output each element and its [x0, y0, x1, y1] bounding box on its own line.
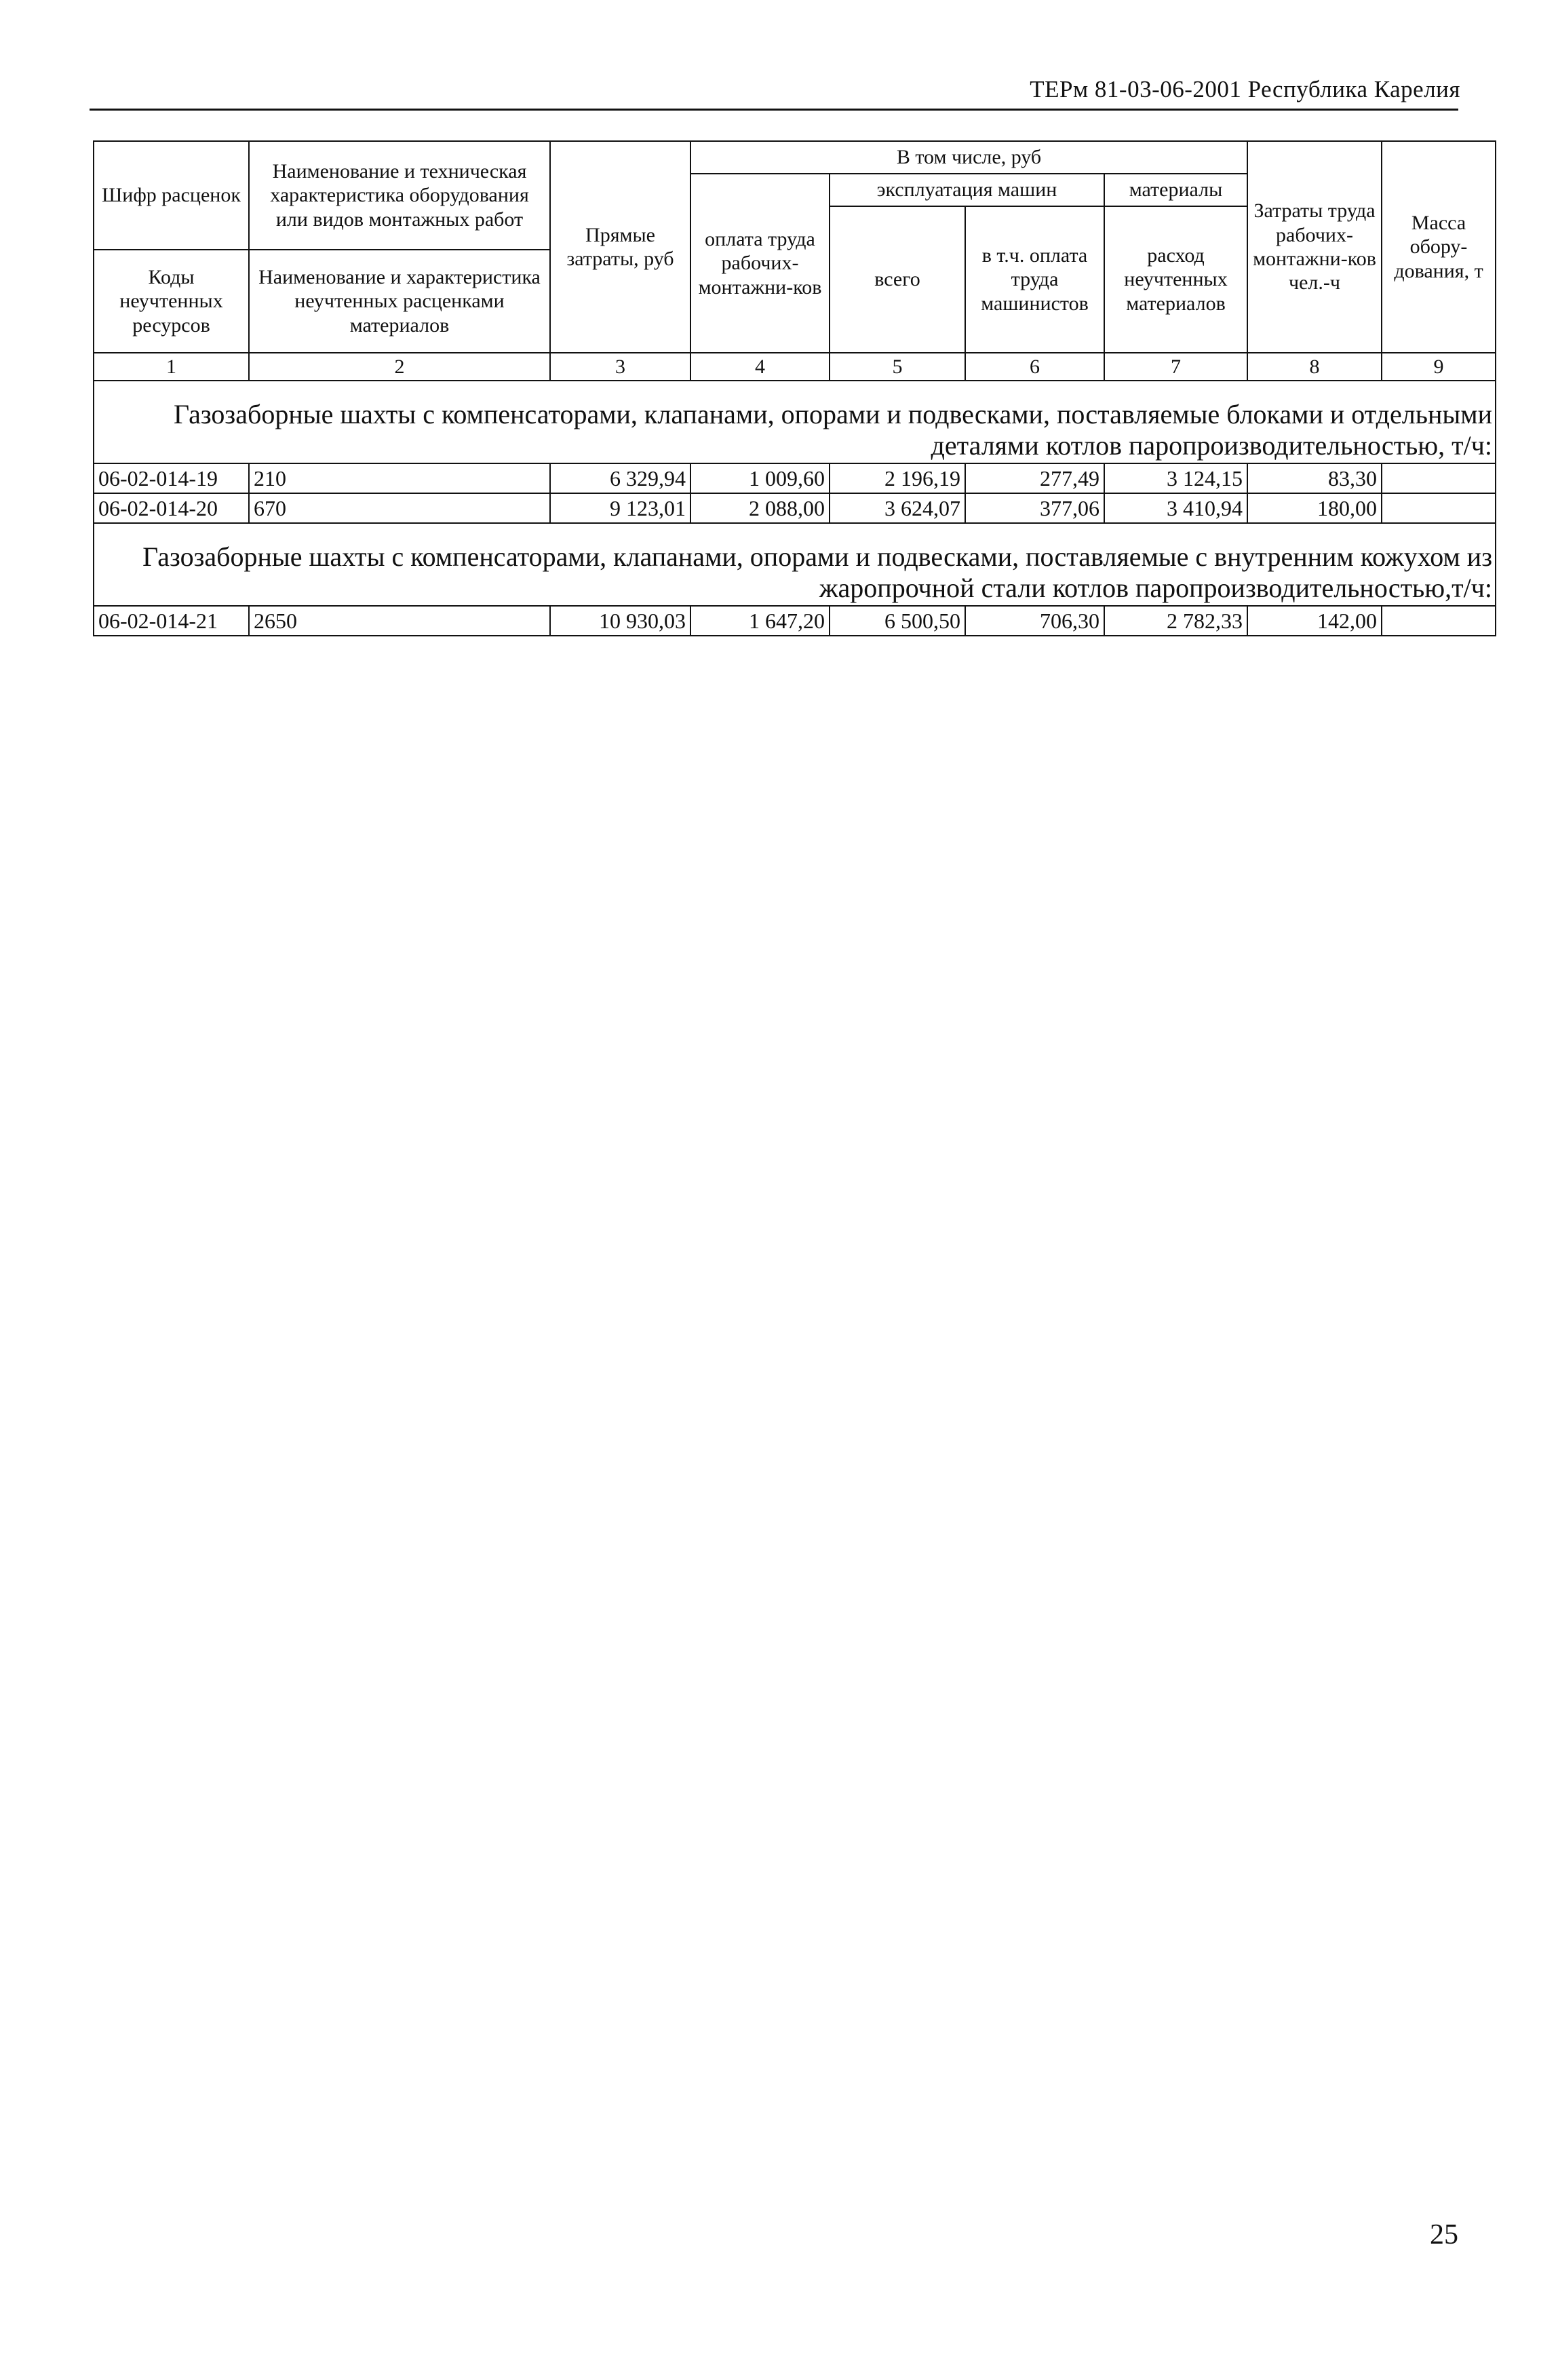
labor-pay-value: 1 647,20 — [690, 606, 830, 636]
direct-costs-value: 6 329,94 — [550, 463, 690, 493]
column-number: 9 — [1382, 353, 1496, 381]
section-heading-row — [94, 523, 1496, 606]
rate-name: 670 — [249, 493, 550, 523]
column-numbers-row — [94, 353, 1496, 381]
mass-value — [1382, 493, 1496, 523]
materials-value: 2 782,33 — [1104, 606, 1247, 636]
column-number: 2 — [249, 353, 550, 381]
running-header: ТЕРм 81-03-06-2001 Республика Карелия — [1030, 76, 1460, 102]
section-title: Газозаборные шахты с компенсаторами, клапанами, опорами и подвесками, поставляемые с внутренним кожухом из жаропрочной стали котлов паропроизводительностью,т/ч: — [94, 523, 1496, 606]
page-number: 25 — [1430, 2219, 1458, 2250]
header-labor-hours: Затраты труда рабочих-монтажни-ков чел.-ч — [1247, 141, 1382, 353]
column-number: 7 — [1104, 353, 1247, 381]
rate-code: 06-02-014-19 — [94, 463, 249, 493]
header-machines-total: всего — [830, 206, 965, 353]
mass-value — [1382, 606, 1496, 636]
labor-hours-value: 180,00 — [1247, 493, 1382, 523]
table-row — [94, 463, 1496, 493]
machines-total-value: 6 500,50 — [830, 606, 965, 636]
header-machines-labor: в т.ч. оплата труда машинистов — [965, 206, 1104, 353]
table-row — [94, 606, 1496, 636]
labor-hours-value: 142,00 — [1247, 606, 1382, 636]
section-heading-row — [94, 381, 1496, 463]
column-number: 4 — [690, 353, 830, 381]
rate-code: 06-02-014-20 — [94, 493, 249, 523]
header-mass: Масса обору-дования, т — [1382, 141, 1496, 353]
labor-hours-value: 83,30 — [1247, 463, 1382, 493]
rate-code: 06-02-014-21 — [94, 606, 249, 636]
machines-labor-value: 277,49 — [965, 463, 1104, 493]
section-title: Газозаборные шахты с компенсаторами, клапанами, опорами и подвесками, поставляемые блоками и отдельными деталями котлов паропроизводительностью, т/ч: — [94, 381, 1496, 463]
column-number: 6 — [965, 353, 1104, 381]
header-name-top: Наименование и техническая характеристика оборудования или видов монтажных работ — [250, 142, 549, 250]
header-including: В том числе, руб — [690, 141, 1247, 174]
materials-value: 3 124,15 — [1104, 463, 1247, 493]
machines-labor-value: 706,30 — [965, 606, 1104, 636]
column-number: 5 — [830, 353, 965, 381]
direct-costs-value: 10 930,03 — [550, 606, 690, 636]
header-code-bottom: Коды неучтенных ресурсов — [119, 265, 223, 337]
labor-pay-value: 1 009,60 — [690, 463, 830, 493]
header-name-bottom: Наименование и характеристика неучтенных расценками материалов — [258, 265, 541, 337]
header-labor-pay: оплата труда рабочих-монтажни-ков — [690, 174, 830, 353]
header-code-top: Шифр расценок — [94, 142, 248, 250]
header-machines: эксплуатация машин — [830, 174, 1104, 206]
machines-total-value: 3 624,07 — [830, 493, 965, 523]
header-direct-costs: Прямые затраты, руб — [550, 141, 690, 353]
header-code-cell — [94, 141, 249, 353]
rate-name: 2650 — [249, 606, 550, 636]
direct-costs-value: 9 123,01 — [550, 493, 690, 523]
rate-name: 210 — [249, 463, 550, 493]
header-materials-unaccounted: расход неучтенных материалов — [1104, 206, 1247, 353]
header-rule — [90, 109, 1458, 111]
machines-labor-value: 377,06 — [965, 493, 1104, 523]
header-name-cell — [249, 141, 550, 353]
column-number: 3 — [550, 353, 690, 381]
column-number: 8 — [1247, 353, 1382, 381]
table-row — [94, 493, 1496, 523]
materials-value: 3 410,94 — [1104, 493, 1247, 523]
column-number: 1 — [94, 353, 249, 381]
machines-total-value: 2 196,19 — [830, 463, 965, 493]
rates-table — [93, 140, 1496, 636]
header-materials: материалы — [1104, 174, 1247, 206]
labor-pay-value: 2 088,00 — [690, 493, 830, 523]
mass-value — [1382, 463, 1496, 493]
